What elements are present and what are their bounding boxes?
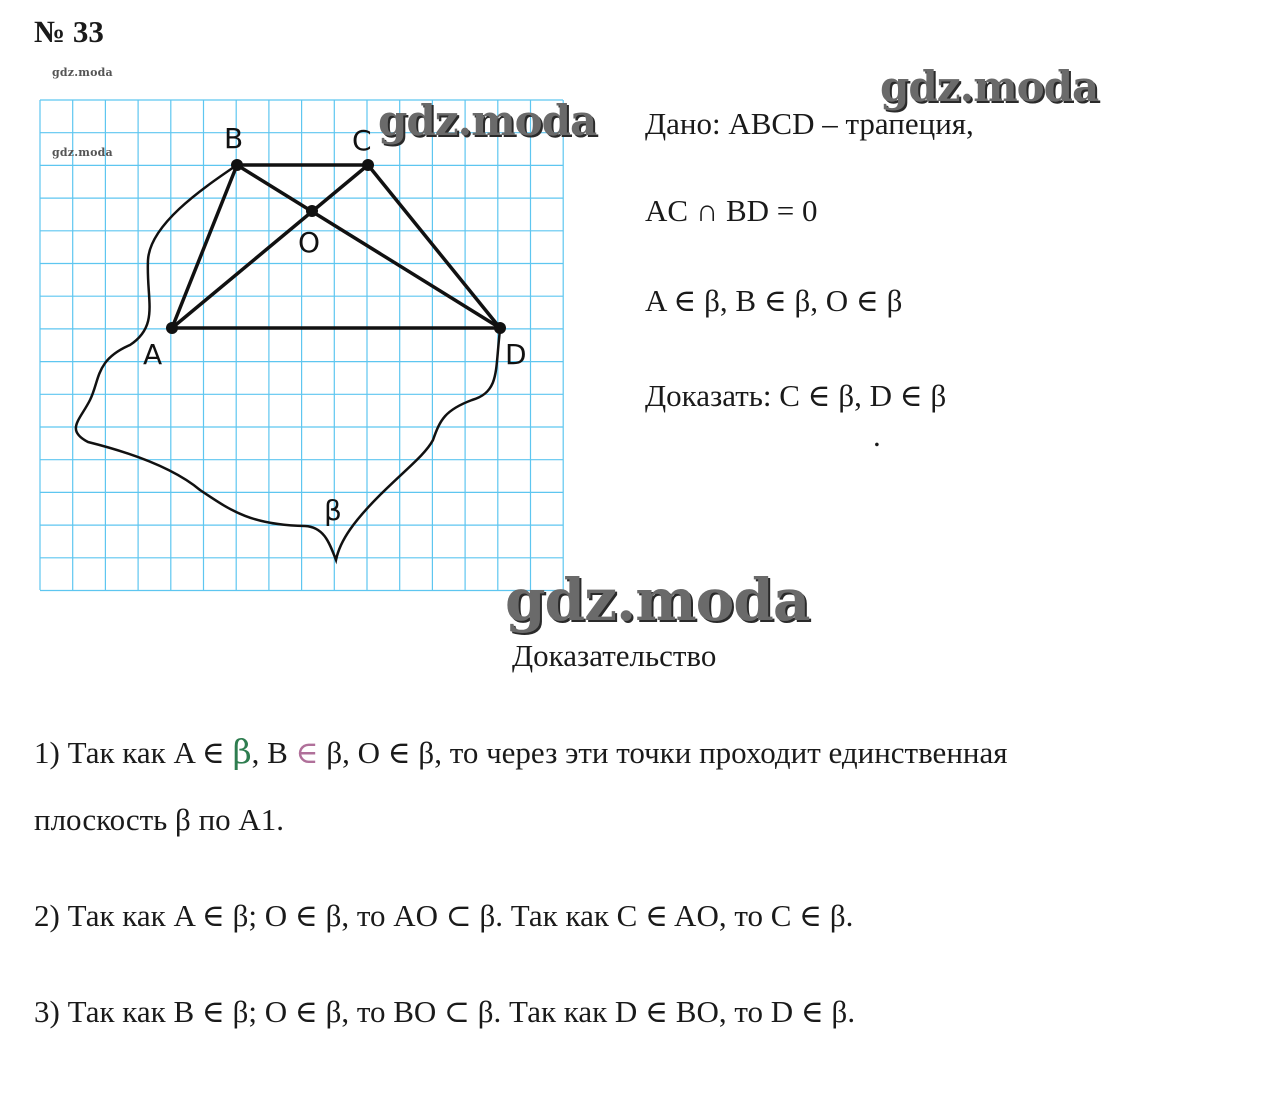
proof-step-2: 2) Так как A ∈ β; O ∈ β, то AO ⊂ β. Так как C ∈ AO, то C ∈ β. <box>34 898 854 933</box>
label-a: A <box>143 338 163 371</box>
diagonal-bd <box>237 165 500 328</box>
proof-step-3: 3) Так как B ∈ β; O ∈ β, то BO ⊂ β. Так как D ∈ BO, то D ∈ β. <box>34 994 856 1029</box>
step1-beta-green: β <box>232 732 252 771</box>
point-a <box>166 322 178 334</box>
watermark-small-1: gdz.moda <box>52 66 113 79</box>
step1-element-of-pink: ∈ <box>295 735 319 770</box>
proof-step-1-line-1 <box>34 732 1008 771</box>
stray-dot: . <box>873 418 881 453</box>
label-b: B <box>224 122 244 155</box>
watermark-small-2: gdz.moda <box>52 146 113 159</box>
side-cd <box>368 165 500 328</box>
point-c <box>362 159 374 171</box>
step1-part-e: β, O ∈ β, то через эти точки проходит единственная <box>318 735 1008 770</box>
point-d <box>494 322 506 334</box>
given-line-3: A ∈ β, B ∈ β, O ∈ β <box>645 283 903 318</box>
given-line-2: AC ∩ BD = 0 <box>645 193 818 228</box>
label-c: C <box>352 124 372 157</box>
proof-step-1-line-2: плоскость β по A1. <box>34 802 285 837</box>
plane-beta-outline <box>76 165 500 560</box>
watermark-big-3: gdz.moda <box>505 566 810 634</box>
grid-paper <box>40 100 563 591</box>
step1-part-a: 1) Так как A ∈ <box>34 735 233 770</box>
label-d: D <box>505 338 527 371</box>
label-o: O <box>298 226 321 259</box>
trapezoid-abcd <box>172 165 500 328</box>
watermark-big-2: gdz.moda <box>880 62 1099 111</box>
point-b <box>231 159 243 171</box>
watermark-big-1: gdz.moda <box>378 96 597 145</box>
proof-heading: Доказательство <box>512 638 717 673</box>
prove-line: Доказать: C ∈ β, D ∈ β <box>645 378 947 413</box>
point-o <box>306 205 318 217</box>
step1-part-c: , B <box>251 735 296 770</box>
problem-number: № 33 <box>34 14 104 49</box>
label-beta: β <box>324 494 342 527</box>
given-line-1: Дано: ABCD – трапеция, <box>645 106 974 141</box>
